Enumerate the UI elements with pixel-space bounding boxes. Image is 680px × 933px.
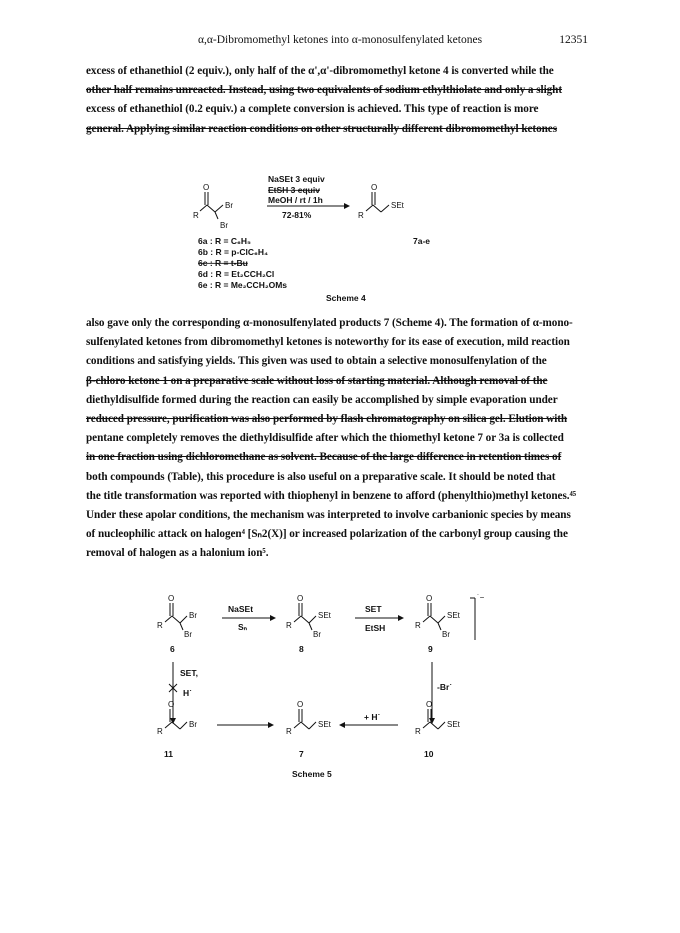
text-line: general. Applying similar reaction conditions on other structurally different dibromomethyl ketones (86, 122, 558, 135)
reagent-label: SET, (180, 668, 198, 678)
atom-label: O (168, 700, 175, 709)
atom-label: SEt (447, 720, 460, 729)
compound-label-8: 8 (299, 644, 304, 654)
atom-label: SEt (447, 611, 460, 620)
r-group-6a: 6a : R = C₆H₅ (198, 236, 251, 246)
text-line: other half remains unreacted. Instead, using two equivalents of sodium ethylthiolate and only a slight (86, 84, 563, 97)
reagent-label: EtSH (365, 623, 386, 633)
scheme-4-caption: Scheme 4 (326, 293, 366, 303)
compound-label-11: 11 (164, 749, 173, 759)
atom-label: Br (225, 201, 233, 210)
text-line: in one fraction using dichloromethane as solvent. Because of the large difference in retention times of (86, 451, 562, 464)
atom-label: R (193, 211, 199, 220)
reagent-etsh: EtSH 3 equiv (268, 185, 320, 195)
compound-label-10: 10 (424, 749, 434, 759)
reagent-conditions: MeOH / rt / 1h (268, 195, 323, 205)
atom-label: Br (184, 630, 192, 639)
atom-label: R (415, 621, 421, 630)
reagent-label: NaSEt (228, 604, 254, 614)
compound-label-6: 6 (170, 644, 175, 654)
atom-label: O (168, 594, 175, 603)
atom-label: O (203, 183, 210, 192)
running-title: α,α-Dibromomethyl ketones into α-monosulfenylated ketones (197, 34, 483, 46)
reagent-label: H˙ (183, 688, 192, 698)
text-line: also gave only the corresponding α-monosulfenylated products 7 (Scheme 4). The formation of α-mono- (86, 317, 573, 329)
text-line: both compounds (Table), this procedure is also useful on a preparative scale. It should be noted that (86, 470, 556, 483)
r-group-6d: 6d : R = Et₂CCH₂Cl (198, 269, 275, 279)
text-line: conditions and satisfying yields. This given was used to obtain a selective monosulfenylation of the (86, 355, 547, 368)
reagent-label: SET (365, 604, 382, 614)
text-line: of nucleophilic attack on halogen⁴ [Sₙ2(X)] or increased polarization of the carbonyl group causing the (86, 528, 568, 541)
reagent-nasetl: NaSEt 3 equiv (268, 174, 325, 184)
atom-label: SEt (318, 611, 331, 620)
reaction-yield: 72-81% (282, 210, 312, 220)
text-line: excess of ethanethiol (2 equiv.), only half of the α',α'-dibromomethyl ketone 4 is converted while the (86, 65, 554, 77)
atom-label: R (286, 727, 292, 736)
atom-label: R (157, 621, 163, 630)
atom-label: R (286, 621, 292, 630)
text-line: excess of ethanethiol (0.2 equiv.) a complete conversion is achieved. This type of reaction is more (86, 103, 539, 116)
paragraph-1 (86, 62, 626, 139)
paragraph-2 (86, 314, 626, 564)
atom-label: SEt (318, 720, 331, 729)
atom-label: Br (313, 630, 321, 639)
text-line: Under these apolar conditions, the mechanism was interpreted to involve carbanionic species by means (86, 509, 571, 522)
reagent-label: + H˙ (364, 712, 381, 722)
atom-label: O (297, 594, 304, 603)
atom-label: Br (189, 611, 197, 620)
radical-anion-sign: ˙− (477, 593, 485, 602)
compound-label-7: 7 (299, 749, 304, 759)
atom-label: R (157, 727, 163, 736)
text-line: the title transformation was reported with thiophenyl in benzene to afford (phenylthio)methyl ketones.⁴⁵ (86, 489, 577, 502)
r-group-6b: 6b : R = p-ClC₆H₄ (198, 247, 269, 257)
atom-label: Br (442, 630, 450, 639)
atom-label: SEt (391, 201, 404, 210)
text-line: reduced pressure, purification was also performed by flash chromatography on silica gel. Elution with (86, 413, 568, 426)
text-line: removal of halogen as a halonium ion⁵. (86, 547, 269, 560)
scheme-5-caption: Scheme 5 (292, 769, 332, 779)
r-group-6e: 6e : R = Me₂CCH₂OMs (198, 280, 288, 290)
scheme-5 (0, 590, 680, 820)
atom-label: Br (189, 720, 197, 729)
atom-label: O (297, 700, 304, 709)
atom-label: R (415, 727, 421, 736)
reagent-label: -Br˙ (437, 682, 453, 692)
text-line: pentane completely removes the diethyldisulfide after which the thiomethyl ketone 7 or 3a is collected (86, 432, 564, 445)
atom-label: O (371, 183, 378, 192)
atom-label: O (426, 700, 433, 709)
atom-label: Br (220, 221, 228, 230)
reagent-label: Sₙ (238, 622, 248, 632)
text-line: diethyldisulfide formed during the reaction can easily be accomplished by simple evaporation under (86, 393, 558, 406)
text-line: sulfenylated ketones from dibromomethyl ketones is noteworthy for its ease of execution, mild reaction (86, 336, 570, 349)
atom-label: R (358, 211, 364, 220)
atom-label: O (426, 594, 433, 603)
product-label: 7a-e (413, 236, 431, 246)
page-number: 12351 (559, 34, 588, 46)
scheme-4 (0, 140, 680, 310)
text-line: β-chloro ketone 1 on a preparative scale without loss of starting material. Although removal of the (86, 374, 548, 387)
compound-label-9: 9 (428, 644, 433, 654)
r-group-6c: 6c : R = t-Bu (198, 258, 248, 268)
